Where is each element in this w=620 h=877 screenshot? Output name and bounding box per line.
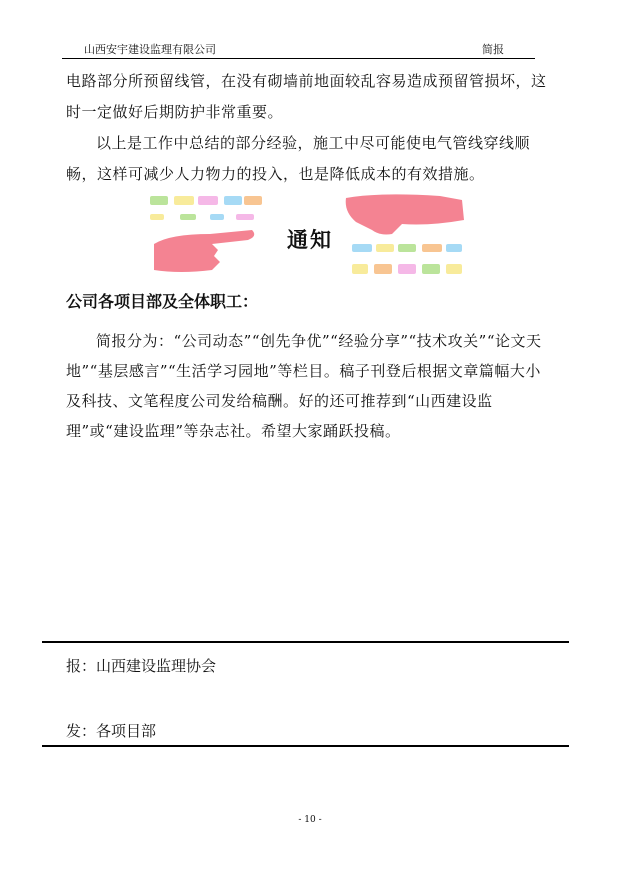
report-to-line: 报：山西建设监理协会 [66, 657, 217, 675]
distribution-top-rule [42, 641, 569, 643]
header-document-type: 简报 [482, 43, 504, 56]
body-paragraph-summary: 以上是工作中总结的部分经验，施工中尽可能使电气管线穿线顺畅，这样可减少人力物力的投入，也是降低成本的有效措施。 [66, 134, 531, 183]
notice-salutation: 公司各项目部及全体职工： [66, 292, 259, 311]
send-to-line: 发：各项目部 [66, 722, 157, 740]
distribution-bottom-rule [42, 745, 569, 747]
colored-blocks-top-left [150, 196, 262, 220]
page-header [62, 42, 535, 59]
header-company-name: 山西安宇建设监理有限公司 [84, 43, 216, 56]
notice-title: 通知 [287, 227, 333, 252]
body-paragraph-continued: 电路部分所预留线管，在没有砌墙前地面较乱容易造成预留管损坏，这时一定做好后期防护非常重要。 [66, 72, 547, 121]
page-number: - 10 - [298, 815, 322, 825]
notice-paragraph: 简报分为：“公司动态”“创先争优”“经验分享”“技术攻关”“论文天地”“基层感言”“生活学习园地”等栏目。稿子刊登后根据文章篇幅大小及科技、文笔程度公司发给稿酬。好的还可推荐到“山西建设监理”或“建设监理”等杂志社。希望大家踊跃投稿。 [66, 332, 542, 440]
